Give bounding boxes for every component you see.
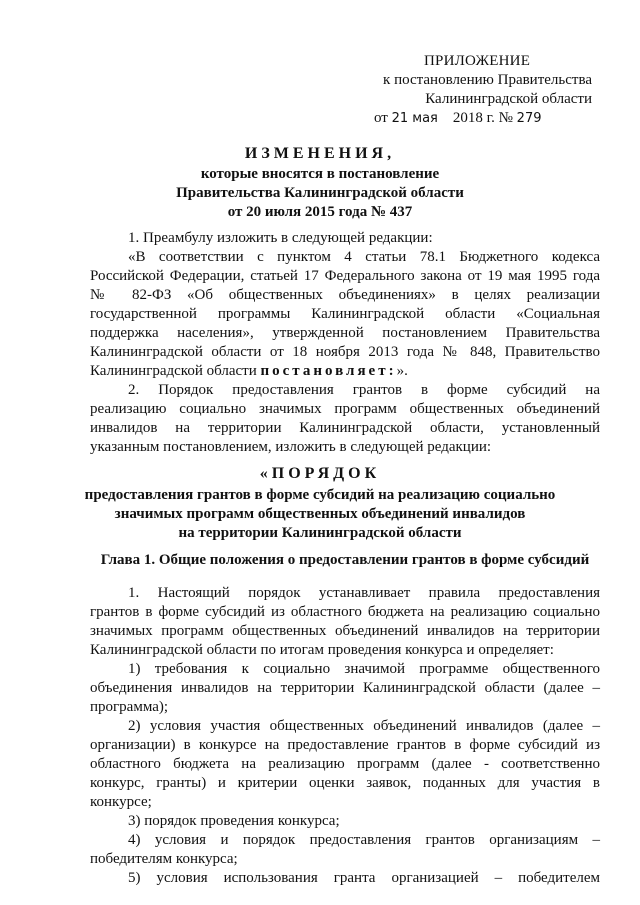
- text-line: «В соответствии с пунктом 4 статьи 78.1 Бюджетного кодекса: [128, 249, 600, 265]
- text-line: конкурс, гранты) и критерии оценки заявок, поданных для участия в: [90, 775, 600, 791]
- text-line: [90, 362, 600, 381]
- order-subtitle-line: значимых программ общественных объединений инвалидов: [114, 506, 526, 522]
- date-day-month: 21 мая: [391, 111, 438, 126]
- text-line: конкурсе;: [90, 794, 152, 810]
- item-1: [90, 229, 600, 381]
- order-title: «ПОРЯДОК: [259, 465, 381, 482]
- subitem-4: [90, 831, 600, 869]
- chapter-1-paragraph-1: [90, 584, 600, 660]
- text-line: 4) условия и порядок предоставления грантов организациям –: [128, 832, 600, 848]
- text-line: инвалидов на территории Калининградской области, установленный: [90, 420, 600, 436]
- text-line: поддержка населения», утвержденной постановлением Правительства: [90, 325, 600, 341]
- order-subtitle: [0, 486, 640, 543]
- text-line: Российской Федерации, статьей 17 Федерального закона от 19 мая 1995 года: [90, 268, 600, 284]
- changes-subtitle-line: Правительства Калининградской области: [176, 185, 464, 201]
- changes-subtitle: [0, 165, 640, 222]
- text-line: 1. Преамбулу изложить в следующей редакции:: [128, 230, 433, 246]
- text-line: 1) требования к социально значимой программе общественного: [128, 661, 600, 677]
- subitem-5: [90, 869, 600, 888]
- text-line: областного бюджета на реализацию программ (далее - соответственно: [90, 756, 600, 772]
- text-line: 2. Порядок предоставления грантов в форме субсидий на: [128, 382, 600, 398]
- text-line: государственной программы Калининградской области «Социальная: [90, 306, 600, 322]
- text-line: Калининградской области по итогам проведения конкурса и определяет:: [90, 642, 554, 658]
- changes-subtitle-line: которые вносятся в постановление: [200, 166, 440, 182]
- changes-subtitle-line: от 20 июля 2015 года № 437: [227, 204, 413, 220]
- appendix-line-1: к постановлению Правительства: [383, 72, 592, 88]
- text-line: 3) порядок проведения конкурса;: [128, 813, 340, 829]
- chapter-heading: Глава 1. Общие положения о предоставлении грантов в форме субсидий: [100, 552, 590, 568]
- appendix-date: [360, 109, 620, 128]
- text-line: грантов в форме субсидий из областного бюджета на реализацию социально: [90, 604, 600, 620]
- order-subtitle-line: предоставления грантов в форме субсидий на реализацию социально: [84, 487, 556, 503]
- subitem-3: [90, 812, 600, 831]
- text-line: указанным постановлением, изложить в следующей редакции:: [90, 439, 492, 455]
- decree-word: постановляет:: [260, 363, 397, 379]
- text-line: объединения инвалидов на территории Калининградской области (далее –: [90, 680, 600, 696]
- order-subtitle-line: на территории Калининградской области: [178, 525, 462, 541]
- appendix-title: ПРИЛОЖЕНИЕ: [424, 53, 531, 69]
- text-line: 1. Настоящий порядок устанавливает правила предоставления: [128, 585, 600, 601]
- text-line: Калининградской области от 18 ноября 2013 года № 848, Правительство: [90, 344, 600, 360]
- date-prefix: от: [374, 110, 388, 126]
- text-fragment: ».: [396, 363, 408, 379]
- text-line: организации) в конкурсе на предоставление грантов в форме субсидий из: [90, 737, 600, 753]
- item-2: [90, 381, 600, 457]
- date-year: 2018 г. №: [452, 110, 513, 126]
- text-line: 5) условия использования гранта организацией – победителем: [128, 870, 600, 886]
- text-line: победителям конкурса;: [90, 851, 238, 867]
- subitem-2: [90, 717, 600, 812]
- text-line: 2) условия участия общественных объединений инвалидов (далее –: [128, 718, 600, 734]
- text-line: программа);: [90, 699, 169, 715]
- text-fragment: Калининградской области: [90, 363, 257, 379]
- text-line: № 82-ФЗ «Об общественных объединениях» в целях реализации: [90, 287, 600, 303]
- text-line: значимых программ общественных объединений инвалидов на территории: [90, 623, 600, 639]
- date-number: 279: [516, 111, 542, 126]
- changes-title: ИЗМЕНЕНИЯ,: [244, 145, 396, 162]
- appendix-line-2: Калининградской области: [425, 91, 592, 107]
- text-line: реализацию социально значимых программ общественных объединений: [90, 401, 600, 417]
- appendix-header: [360, 52, 620, 128]
- subitem-1: [90, 660, 600, 717]
